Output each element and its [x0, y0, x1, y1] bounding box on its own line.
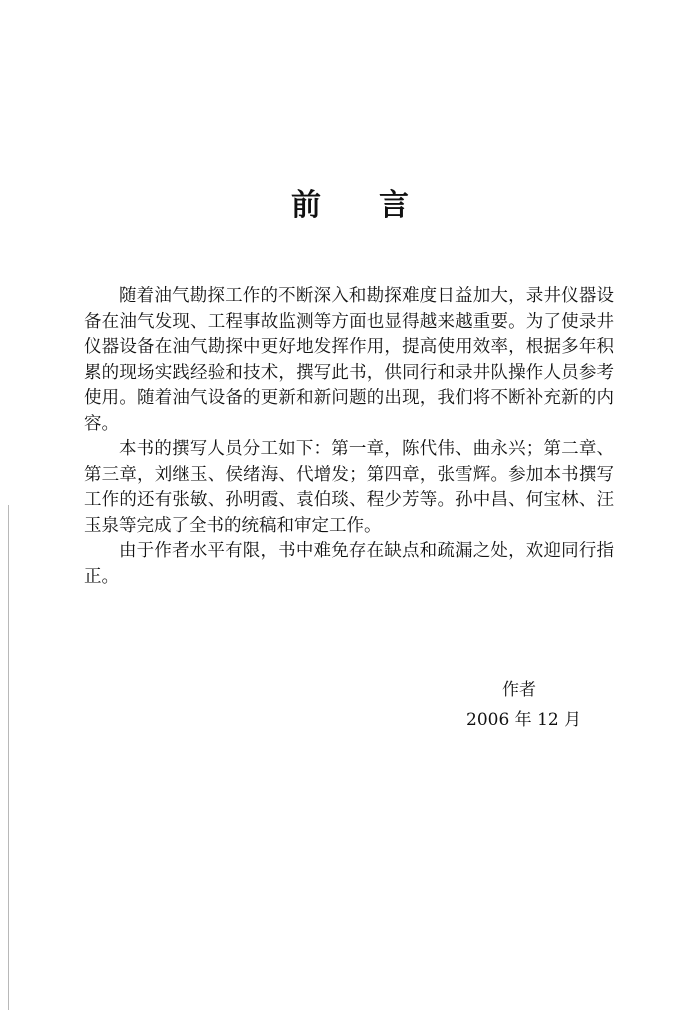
- page-title: [0, 186, 700, 226]
- title-char-2: 言: [379, 188, 409, 223]
- page-edge-line: [8, 505, 9, 1010]
- title-char-1: 前: [291, 188, 321, 223]
- paragraph-1: 随着油气勘探工作的不断深入和勘探难度日益加大，录井仪器设备在油气发现、工程事故监测等方面也显得越来越重要。为了使录井仪器设备在油气勘探中更好地发挥作用，提高使用效率，根据多年积累的现场实践经验和技术，撰写此书，供同行和录井队操作人员参考使用。随着油气设备的更新和新问题的出现，我们将不断补充新的内容。: [84, 286, 614, 434]
- signature-block: [466, 675, 596, 735]
- paragraph-2: 本书的撰写人员分工如下：第一章，陈代伟、曲永兴；第二章、第三章，刘继玉、侯绪海、代增发；第四章，张雪辉。参加本书撰写工作的还有张敏、孙明霞、袁伯琰、程少芳等。孙中昌、何宝林、汪玉泉等完成了全书的统稿和审定工作。: [84, 439, 614, 536]
- preface-body: [84, 284, 614, 590]
- signature-date: 2006 年 12 月: [466, 710, 582, 730]
- paragraph-3: 由于作者水平有限，书中难免存在缺点和疏漏之处，欢迎同行指正。: [84, 541, 614, 587]
- signature-author: 作者: [502, 680, 536, 700]
